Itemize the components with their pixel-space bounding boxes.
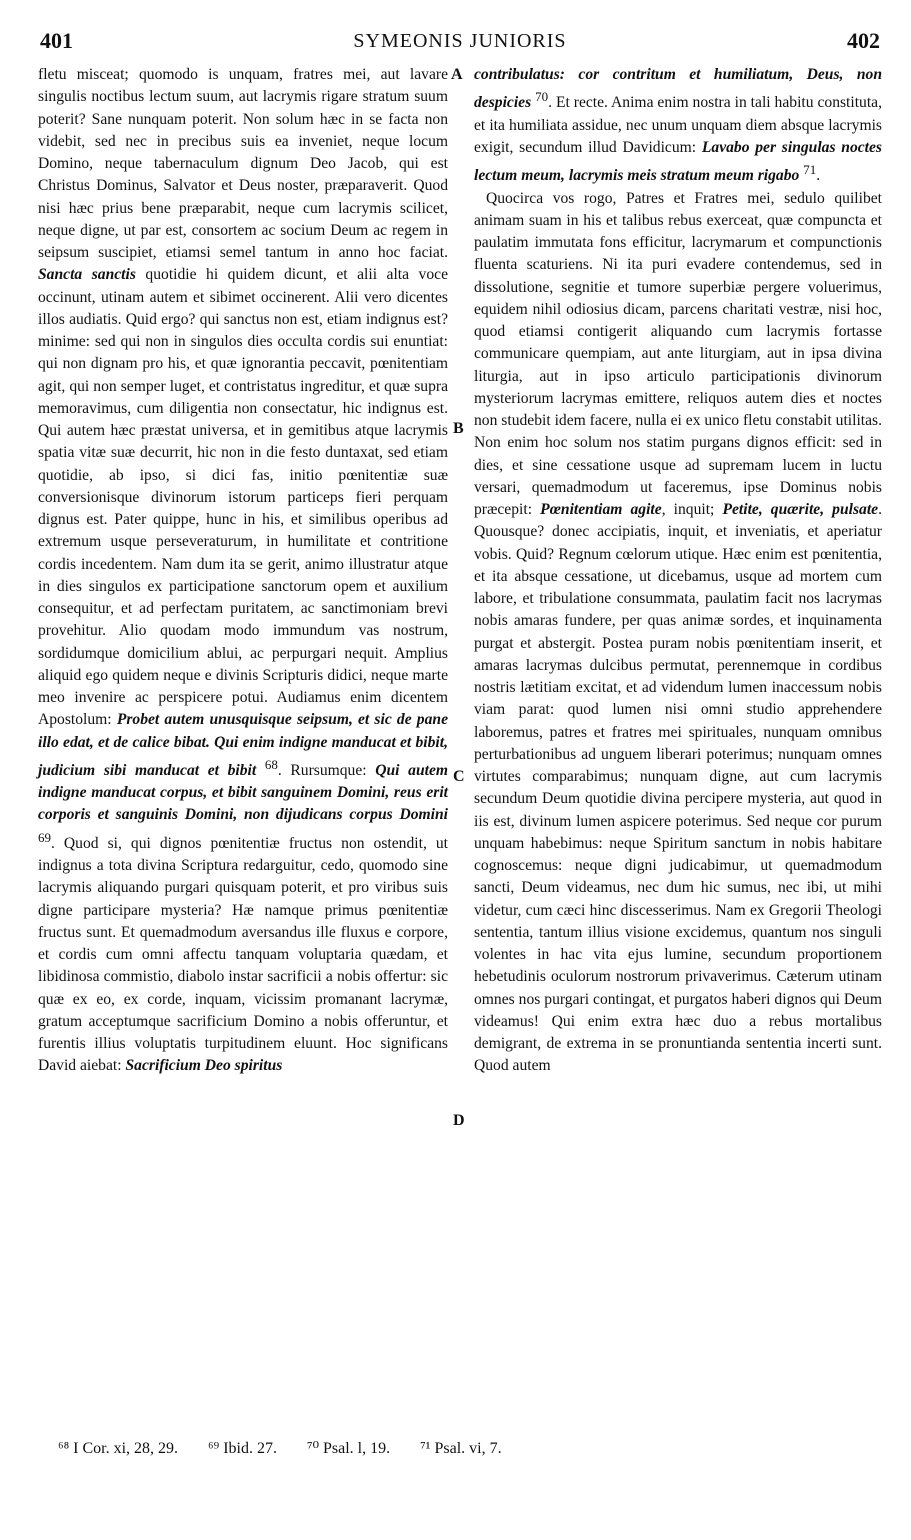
footnote-ref: 70 bbox=[535, 89, 549, 105]
text-segment: quotidie hi quidem dicunt, et alii alta voce occinunt, utinam autem et sibimet occinerent. Alii vero dicentes illos audiatis. Quid ergo? qui sanctus non est, etiam indignus est? minime: sed qui non in singulos dies occulta cordis sui enuntiat: qui non dignam pro his, et quæ ignorantia peccavit, pœnitentiam agit, qui non semper luget, et contristatus ingreditur, et quæ supra memoravimus, cum diligentia non consectatur, hic indignus est. Qui autem hæc præstat universa, et in gemitibus atque lacrymis spatia vitæ suæ decurrit, hic non in die festo duntaxat, sed etiam quotidie, ab ipso, si dici fas, initio pœnitentiæ suæ conversionisque divinorum istorum particeps fieri perquam dignus est. Pater quippe, hunc in his, et similibus operibus ad extremum usque perseveraturum, in humilitate et contritione cordis incedentem. Nam dum ita se gerit, animo illustratur atque in dies singulos ex participatione sanctorum opem et auxilium consequitur, et ad perfectam puritatem, ac sanctimoniam brevi provehitur. Alio quodam modo immundum vas nostrum, sordidumque domicilium ablui, ac perpurgari nequit. Amplius aliquid ego quidem neque e divinis Scripturis didici, neque marte meo invenire ac perspicere potui. Audiamus enim dicentem Apostolum: bbox=[38, 266, 448, 729]
right-paragraph bbox=[474, 188, 882, 1078]
italic-quote: contribulatus: cor contritum et humiliatum, Deus, non despicies bbox=[474, 66, 882, 112]
running-title: SYMEONIS JUNIORIS bbox=[353, 30, 567, 52]
margin-letter-d: D bbox=[453, 1112, 465, 1129]
footnote-ref: 69 bbox=[38, 829, 51, 845]
footnote: ⁷¹ Psal. vi, 7. bbox=[420, 1440, 502, 1457]
text-segment: . Rursumque: bbox=[277, 761, 367, 779]
margin-letter-a: A bbox=[451, 66, 463, 83]
text-segment: fletu misceat; quomodo is unquam, fratres mei, aut lavare singulis noctibus lectum suum, aut lacrymis rigare stratum suum poterit? Sane nunquam poterit. Non solum hæc in se facta non videbit, sed nec in precibus suis ea inveniet, neque locum Domino, neque tabernaculum dignum Deo Jacob, qui est Christus Dominus, Salvator et Deus noster, præparaverit. Quod nisi hæc prius bene præparabit, neque cum lacrymis scilicet, neque digne, ut par est, consortem ac socium Deum ac regem in seipsum suscipiet, etiamsi semel tantum in anno hoc faciat. bbox=[38, 66, 448, 261]
right-paragraph bbox=[474, 64, 882, 188]
text-segment: . bbox=[816, 167, 821, 185]
text-segment: , inquit; bbox=[661, 501, 715, 519]
text-segment: . Quousque? donec accipiatis, inquit, et inveniatis, et aperiatur vobis. Quid? Regnum cœlorum utique. Hæc enim est pœnitentia, et ita absque cessatione, ut dicebamus, usque ad mortem cum labore, et tribulatione consummata, paulatim facit nos lacrymas nobis amaras fundere, per quas animæ sordes, et inquinamenta purgat et abstergit. Postea puram nobis pœnitentiam inserit, et amaras lacrymas dulcibus permutat, perennemque in cordibus nostris lætitiam excitat, et ad videndum lumen inaccessum nobis viam parat: quod lumen nisi omni studio apprehendere laboremus, patres et fratres mei spirituales, nunquam omnibus perturbationibus ad unguem liberari poterimus; nunquam omnes virtutes comparabimus; nunquam digne, aut cum lacrymis secundum Deum quotidie divina percipere mysteria, aut quod in iis est, divinum lumen aspicere poterimus. Sed neque cor purum unquam habebimus: neque Spiritum sanctum in nobis habitare cognoscemus: neque digni judicabimur, ut quemadmodum sancti, Deum videamus, nec dum hic sumus, nec ibi, ut mihi videtur, cum cæci hinc discesserimus. Nam ex Gregorii Theologi sententia, tantum illius visione excidemus, quantum nos singuli volentes in hac vita ejus lumine, secundum proportionem hebetudinis oculorum nostrorum privaverimus. Cæterum utinam omnes nos purgari contingat, et purgatos haberi dignos qui Deum videamus! Qui enim extra hæc duo a rebus mortalibus demigrant, de extrema in se pronuntianda sententia incerti sunt. Quod autem bbox=[474, 501, 882, 1075]
footnote: ⁶⁹ Ibid. 27. bbox=[208, 1440, 277, 1457]
italic-quote: Qui autem indigne manducat corpus, et bibit sanguinem Domini, reus erit corporis et sanguinis Domini, non dijudicans corpus Domini bbox=[38, 761, 448, 824]
margin-letter-b: B bbox=[453, 420, 464, 437]
page-number-left: 401 bbox=[40, 28, 73, 53]
margin-letter-c: C bbox=[453, 768, 465, 785]
italic-quote: Lavabo per singulas noctes lectum meum, lacrymis meis stratum meum rigabo bbox=[474, 138, 883, 185]
italic-quote: Pœnitentiam agite bbox=[540, 501, 662, 519]
italic-quote: Petite, quærite, pulsate bbox=[722, 501, 879, 519]
footnote-ref: 68 bbox=[264, 756, 278, 772]
footnote: ⁷⁰ Psal. l, 19. bbox=[306, 1440, 391, 1457]
italic-quote: Probet autem unusquisque seipsum, et sic de pane illo edat, et de calice bibat. Qui enim indigne manducat et bibit, judicium sibi manducat et bibit bbox=[38, 711, 448, 779]
left-paragraph bbox=[38, 64, 448, 1078]
footnotes bbox=[58, 1438, 838, 1458]
footnote-ref: 71 bbox=[803, 162, 817, 178]
footnote: ⁶⁸ I Cor. xi, 28, 29. bbox=[58, 1440, 179, 1457]
text-segment: . Et recte. Anima enim nostra in tali habitu constituta, et ita humiliata assidue, nec unum unquam diem absque lacrymis exigit, secundum illud Davidicum: bbox=[474, 94, 882, 156]
right-column bbox=[474, 64, 882, 1078]
italic-quote: Sacrificium Deo spiritus bbox=[125, 1057, 283, 1075]
italic-quote: Sancta sanctis bbox=[38, 266, 136, 284]
page-header bbox=[40, 28, 880, 64]
page-number-right: 402 bbox=[847, 28, 880, 53]
text-segment: . Quod si, qui dignos pœnitentiæ fructus non ostendit, ut indignus a tota divina Scriptura redarguitur, cedo, quomodo sine lacrymis aliquando purgari quisquam poterit, et pro viribus suis digne participare mysteria? Hæ namque primus pœnitentiæ fructus sunt. Et quemadmodum aversandus ille fluxus e corpore, et cordis cum omni affectu tanquam voluptaria quædam, et libidinosa commistio, diabolo instar sacrificii a nobis offertur: sic quæ ex eo, ex corde, inquam, vicissim promanant lacrymæ, gratum acceptumque sacrificium Domino a nobis offeruntur, et furentis illius voluptatis turpitudinem eluunt. Hoc significans David aiebat: bbox=[38, 834, 448, 1075]
text-segment: Quocirca vos rogo, Patres et Fratres mei, sedulo quilibet animam suam in his et talibus rebus exerceat, quæ compuncta et paulatim immutata fons efficitur, lacrymarum et compunctionis fluenta scaturiens. Ni ita puri evadere contendemus, sed in dissolutione, segnitie et tumore superbiæ pergere voluerimus, equidem nihil odiosius dicam, parcens charitati vestræ, nisi hoc, quod etiamsi contigerit aliquando cum lacrymis fortasse communicare quempiam, aut ante liturgiam, aut in ipsa divina liturgia, aut in ipso articulo participationis divinorum mysteriorum lacrymas emittere, reliquos autem dies et noctes non studebit idem facere, nulla ei ex unico fletu constabit utilitas. Non enim hoc solum nos statim purgans dignos efficit: sed in dies, et sine cessatione usque ad supremam lucem in luctu versari, quemadmodum ut faceremus, ipse Dominus nobis præcepit: bbox=[474, 189, 882, 519]
left-column bbox=[38, 64, 448, 1078]
